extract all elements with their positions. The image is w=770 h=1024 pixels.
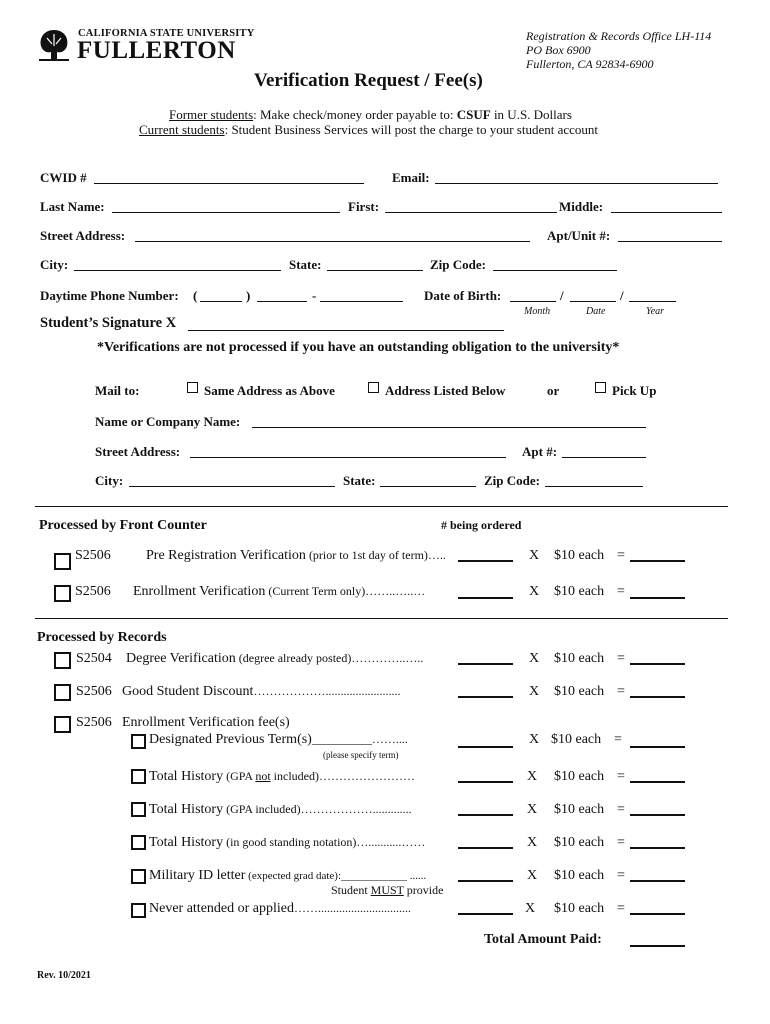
- previous-term-checkbox[interactable]: [131, 734, 146, 749]
- divider-middle: [35, 618, 728, 619]
- good-student-discount-checkbox[interactable]: [54, 684, 71, 701]
- middle-name-label: Middle:: [559, 199, 604, 214]
- total-amount-field[interactable]: [630, 945, 685, 947]
- quantity-field[interactable]: [458, 913, 513, 915]
- amount-field[interactable]: [630, 847, 685, 849]
- street-address-label: Street Address:: [40, 228, 126, 243]
- phone-paren-close: ): [246, 288, 251, 303]
- email-field[interactable]: [435, 183, 718, 184]
- sub-item-name: Total History (GPA included)……………….............: [149, 802, 412, 817]
- amount-field[interactable]: [630, 696, 685, 698]
- phone-line-field[interactable]: [320, 301, 403, 302]
- cwid-label: CWID #: [40, 170, 87, 185]
- signature-field[interactable]: [188, 330, 504, 331]
- quantity-field[interactable]: [458, 696, 513, 698]
- dob-year-caption: Year: [646, 306, 664, 317]
- equals: =: [617, 684, 625, 699]
- revision-date: Rev. 10/2021: [37, 970, 91, 981]
- quantity-field[interactable]: [458, 814, 513, 816]
- multiply-x: X: [525, 901, 536, 916]
- dob-month-caption: Month: [524, 306, 551, 317]
- quantity-field[interactable]: [458, 847, 513, 849]
- sub-item-name: Military ID letter (expected grad date):____________ ......: [149, 868, 427, 883]
- middle-name-field[interactable]: [611, 212, 722, 213]
- cwid-field[interactable]: [94, 183, 364, 184]
- address-below-label: Address Listed Below: [385, 383, 506, 398]
- multiply-x: X: [527, 868, 538, 883]
- records-heading: Processed by Records: [37, 630, 167, 645]
- multiply-x: X: [527, 835, 538, 850]
- last-name-label: Last Name:: [40, 199, 105, 214]
- never-attended-checkbox[interactable]: [131, 903, 146, 918]
- unit-price: $10 each: [551, 732, 602, 747]
- dob-month-field[interactable]: [510, 301, 556, 302]
- office-city: Fullerton, CA 92834-6900: [526, 57, 654, 71]
- state-label: State:: [289, 257, 322, 272]
- current-students-note: Current students: Student Business Services will post the charge to your student account: [139, 122, 599, 137]
- apt-unit-label: Apt/Unit #:: [547, 228, 611, 243]
- amount-field[interactable]: [630, 663, 685, 665]
- mail-apt-field[interactable]: [562, 457, 646, 458]
- enrollment-fees-code: S2506: [76, 715, 112, 730]
- pre-registration-checkbox[interactable]: [54, 553, 71, 570]
- amount-field[interactable]: [630, 781, 685, 783]
- zip-code-label: Zip Code:: [430, 257, 486, 272]
- quantity-field[interactable]: [458, 597, 513, 599]
- unit-price: $10 each: [554, 651, 605, 666]
- item-code: S2504: [76, 651, 112, 666]
- signature-label: Student’s Signature X: [40, 315, 177, 331]
- item-code: S2506: [76, 684, 112, 699]
- tree-logo-icon: [36, 26, 72, 62]
- unit-price: $10 each: [554, 868, 605, 883]
- equals: =: [614, 732, 622, 747]
- quantity-field[interactable]: [458, 746, 513, 748]
- total-history-good-standing-checkbox[interactable]: [131, 835, 146, 850]
- same-address-label: Same Address as Above: [204, 383, 335, 398]
- mail-city-label: City:: [95, 473, 124, 488]
- degree-verification-checkbox[interactable]: [54, 652, 71, 669]
- dob-year-field[interactable]: [629, 301, 676, 302]
- enrollment-current-checkbox[interactable]: [54, 585, 71, 602]
- total-amount-label: Total Amount Paid:: [484, 932, 602, 947]
- number-ordered-heading: # being ordered: [441, 518, 522, 532]
- quantity-field[interactable]: [458, 781, 513, 783]
- amount-field[interactable]: [630, 746, 685, 748]
- same-address-checkbox[interactable]: [187, 382, 198, 393]
- last-name-field[interactable]: [112, 212, 340, 213]
- amount-field[interactable]: [630, 814, 685, 816]
- unit-price: $10 each: [554, 901, 605, 916]
- unit-price: $10 each: [554, 584, 605, 599]
- equals: =: [617, 651, 625, 666]
- mail-street-field[interactable]: [190, 457, 506, 458]
- outstanding-obligation-warning: *Verifications are not processed if you have an outstanding obligation to the university*: [97, 340, 620, 355]
- equals: =: [617, 769, 625, 784]
- item-code: S2506: [75, 584, 111, 599]
- amount-field[interactable]: [630, 880, 685, 882]
- office-pobox: PO Box 6900: [526, 43, 591, 57]
- item-name: Good Student Discount……………….........................: [122, 684, 401, 699]
- equals: =: [617, 868, 625, 883]
- multiply-x: X: [527, 769, 538, 784]
- dob-slash-1: /: [560, 288, 564, 303]
- mail-state-label: State:: [343, 473, 376, 488]
- mail-city-field[interactable]: [129, 486, 335, 487]
- city-label: City:: [40, 257, 69, 272]
- university-name-line1: CALIFORNIA STATE UNIVERSITY: [78, 28, 255, 39]
- university-name-line2: FULLERTON: [77, 37, 236, 64]
- equals: =: [617, 901, 625, 916]
- street-address-field[interactable]: [135, 241, 530, 242]
- multiply-x: X: [529, 548, 540, 563]
- unit-price: $10 each: [554, 835, 605, 850]
- item-name: Enrollment Verification (Current Term only)……..…..…: [133, 584, 426, 599]
- phone-area-field[interactable]: [200, 301, 242, 302]
- amount-field[interactable]: [630, 597, 685, 599]
- quantity-field[interactable]: [458, 663, 513, 665]
- address-below-checkbox[interactable]: [368, 382, 379, 393]
- sub-item-name: Total History (in good standing notation)…...........……: [149, 835, 426, 850]
- email-label: Email:: [392, 170, 430, 185]
- mail-name-company-field[interactable]: [252, 427, 646, 428]
- first-name-label: First:: [348, 199, 380, 214]
- multiply-x: X: [529, 584, 540, 599]
- please-specify-term-note: (please specify term): [323, 750, 399, 760]
- enrollment-fees-checkbox[interactable]: [54, 716, 71, 733]
- multiply-x: X: [529, 684, 540, 699]
- dob-date-caption: Date: [586, 306, 606, 317]
- quantity-field[interactable]: [458, 880, 513, 882]
- apt-unit-field[interactable]: [618, 241, 722, 242]
- multiply-x: X: [529, 732, 540, 747]
- state-field[interactable]: [327, 270, 423, 271]
- equals: =: [617, 835, 625, 850]
- enrollment-fees-label: Enrollment Verification fee(s): [122, 715, 290, 730]
- mail-street-label: Street Address:: [95, 444, 181, 459]
- multiply-x: X: [529, 651, 540, 666]
- sub-item-name: Total History (GPA not included)……………………: [149, 769, 415, 784]
- item-name: Pre Registration Verification (prior to 1st day of term)…..: [146, 548, 446, 563]
- equals: =: [617, 548, 625, 563]
- divider-top: [35, 506, 728, 507]
- front-counter-heading: Processed by Front Counter: [39, 518, 207, 533]
- unit-price: $10 each: [554, 769, 605, 784]
- total-history-no-gpa-checkbox[interactable]: [131, 769, 146, 784]
- unit-price: $10 each: [554, 684, 605, 699]
- dob-date-field[interactable]: [570, 301, 616, 302]
- equals: =: [617, 802, 625, 817]
- multiply-x: X: [527, 802, 538, 817]
- unit-price: $10 each: [554, 802, 605, 817]
- pick-up-checkbox[interactable]: [595, 382, 606, 393]
- quantity-field[interactable]: [458, 560, 513, 562]
- zip-code-field[interactable]: [493, 270, 617, 271]
- phone-label: Daytime Phone Number:: [40, 288, 179, 303]
- phone-dash: -: [312, 288, 317, 303]
- mail-apt-label: Apt #:: [522, 444, 558, 459]
- mail-zip-field[interactable]: [545, 486, 643, 487]
- city-field[interactable]: [74, 270, 281, 271]
- amount-field[interactable]: [630, 560, 685, 562]
- dob-label: Date of Birth:: [424, 288, 502, 303]
- total-history-gpa-checkbox[interactable]: [131, 802, 146, 817]
- dob-slash-2: /: [620, 288, 624, 303]
- amount-field[interactable]: [630, 913, 685, 915]
- office-name: Registration & Records Office LH-114: [526, 29, 712, 43]
- sub-item-name: Never attended or applied……...............................: [149, 901, 411, 916]
- mail-state-field[interactable]: [380, 486, 476, 487]
- item-name: Degree Verification (degree already posted)…………..…..: [126, 651, 424, 666]
- mail-name-company-label: Name or Company Name:: [95, 414, 241, 429]
- sub-item-name: Designated Previous Term(s)__________……....: [149, 732, 408, 747]
- item-code: S2506: [75, 548, 111, 563]
- student-must-provide-note: Student MUST provide: [331, 883, 444, 897]
- mail-zip-label: Zip Code:: [484, 473, 540, 488]
- or-label: or: [547, 383, 560, 398]
- mail-to-label: Mail to:: [95, 383, 140, 398]
- pick-up-label: Pick Up: [612, 383, 657, 398]
- phone-paren-open: (: [193, 288, 198, 303]
- equals: =: [617, 584, 625, 599]
- page-title: Verification Request / Fee(s): [254, 70, 483, 91]
- first-name-field[interactable]: [385, 212, 557, 213]
- military-id-checkbox[interactable]: [131, 869, 146, 884]
- phone-prefix-field[interactable]: [257, 301, 307, 302]
- former-students-note: Former students: Make check/money order payable to: CSUF in U.S. Dollars: [169, 107, 572, 122]
- unit-price: $10 each: [554, 548, 605, 563]
